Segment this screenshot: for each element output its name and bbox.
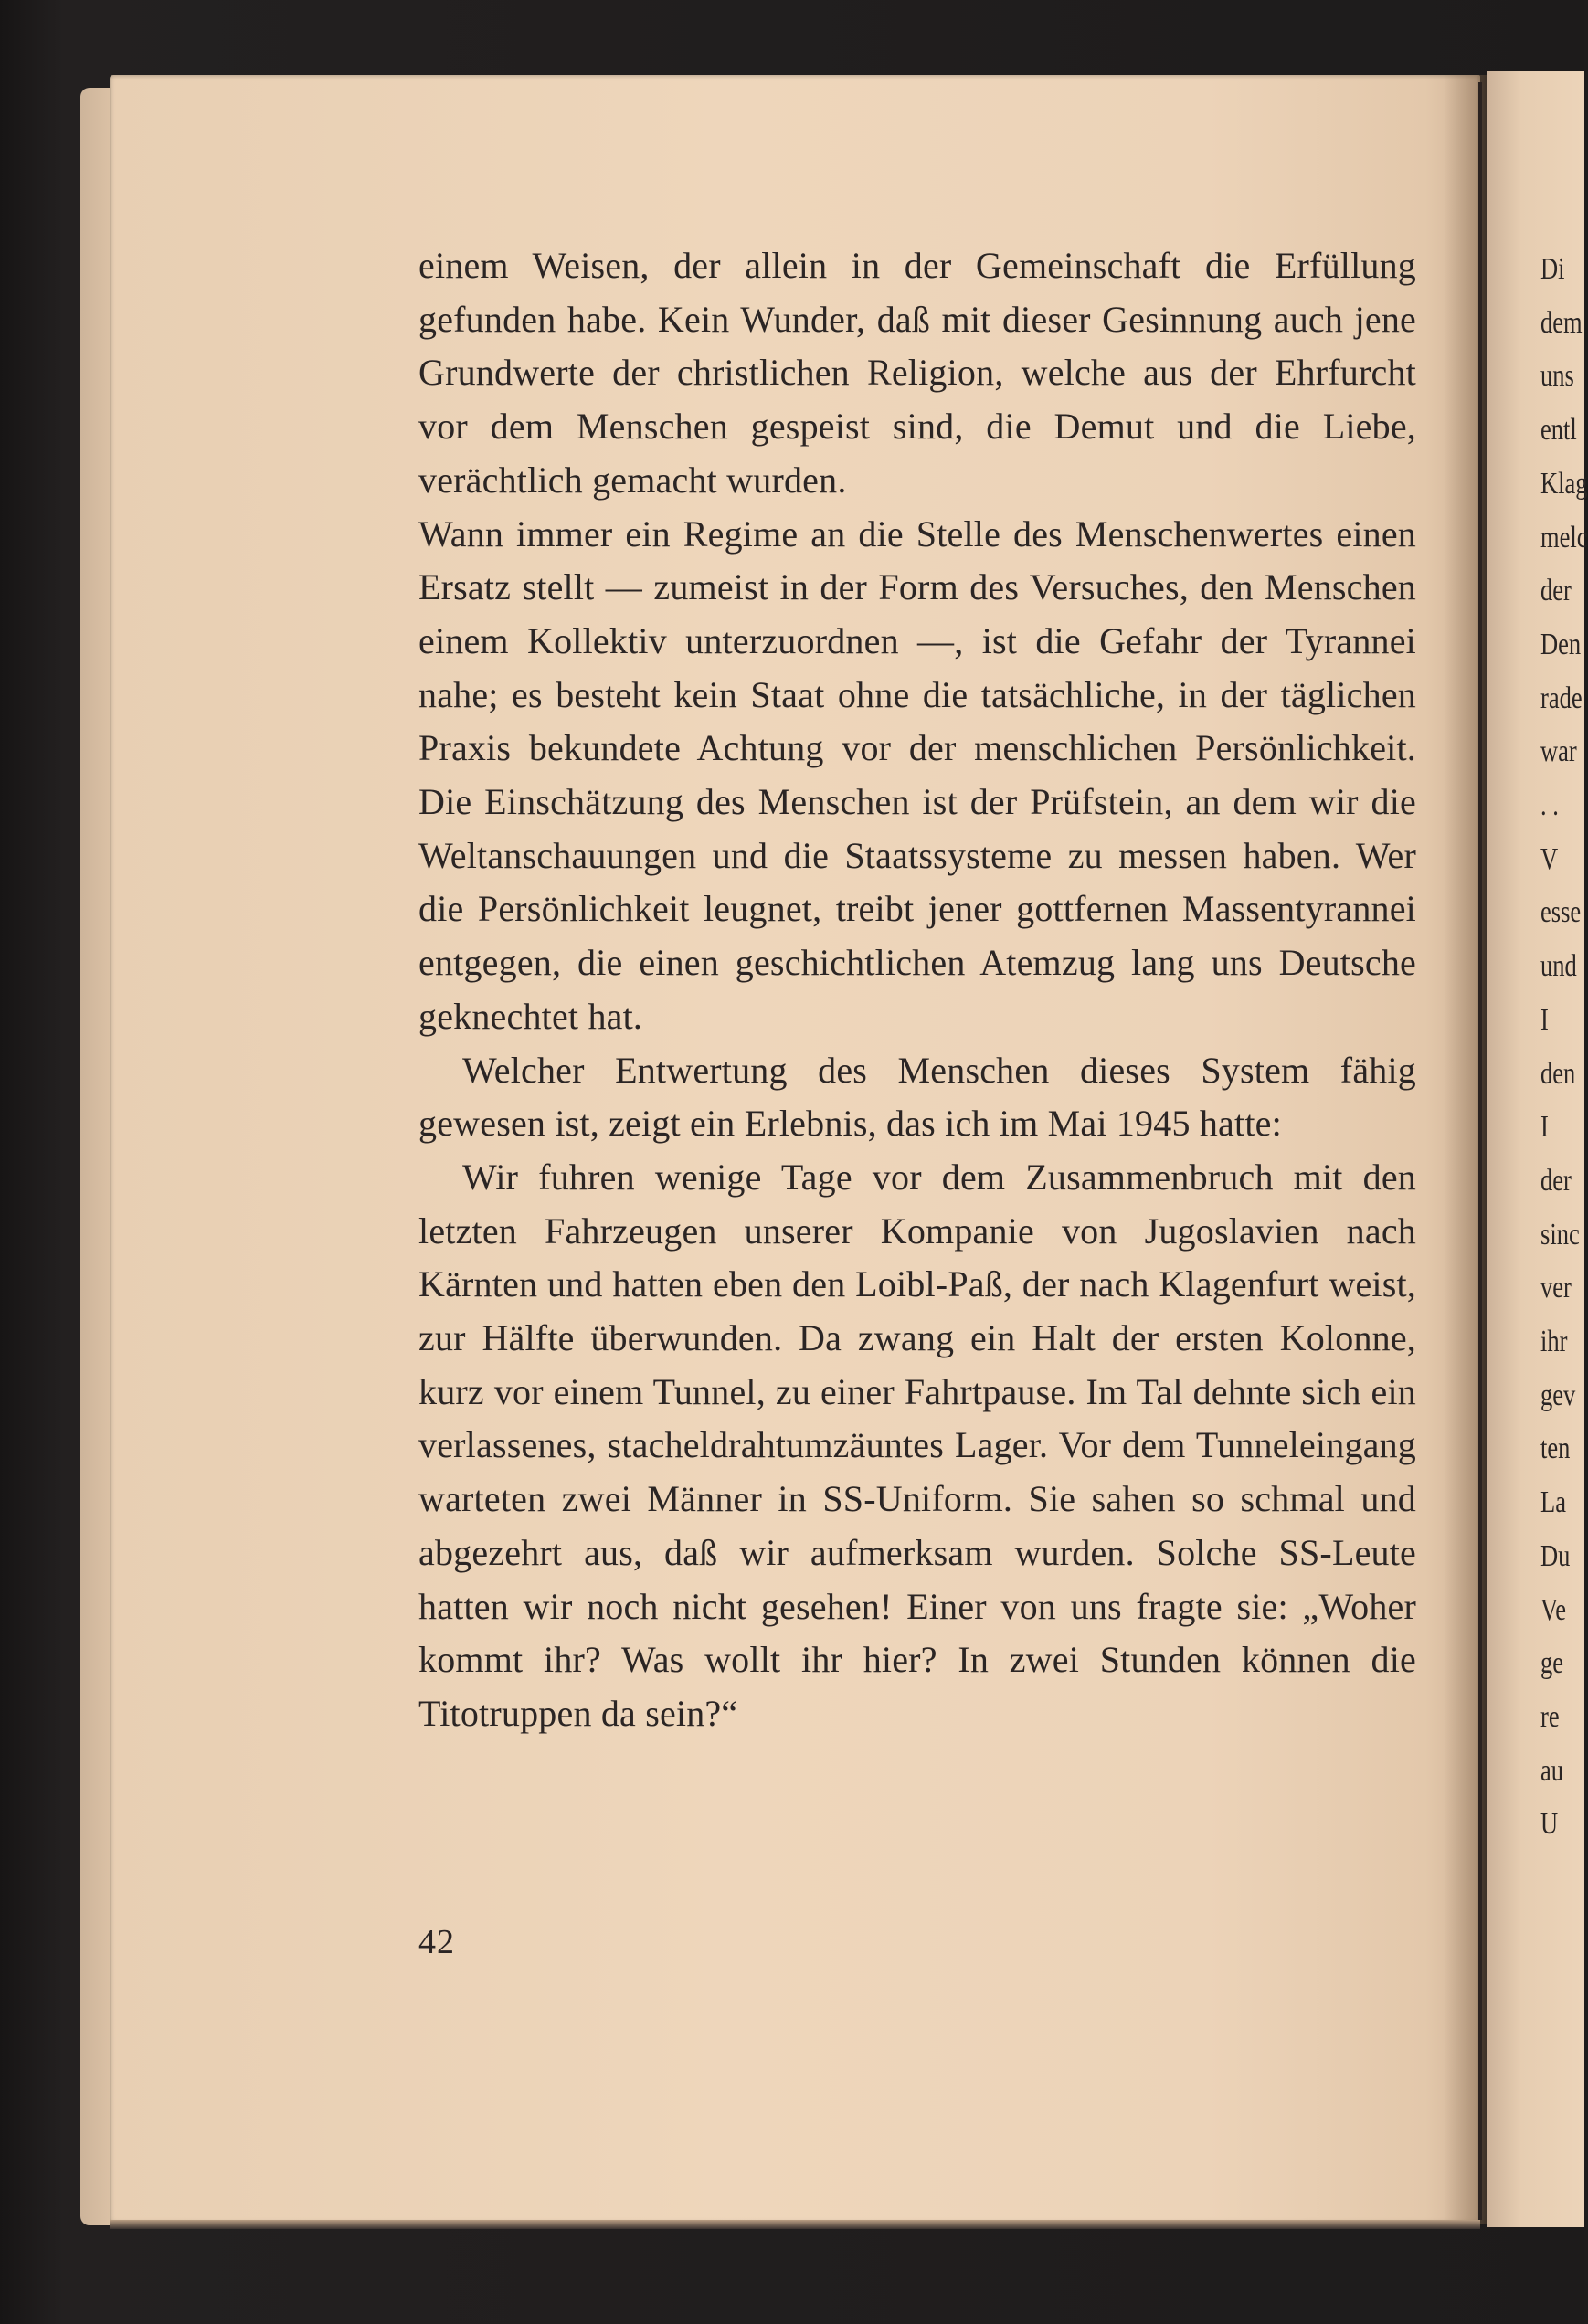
facing-page: [1487, 71, 1588, 2227]
facing-page-line: dem: [1540, 305, 1583, 340]
facing-page-line: Den: [1540, 627, 1582, 661]
paragraph: einem Weisen, der allein in der Gemeinschaft die Erfüllung gefunden habe. Kein Wunder, daß mit dieser Gesinnung auch jene Grundwerte der christlichen Religion, welche aus der Ehrfurcht vor dem Menschen gespeist sind, die Demut und die Liebe, verächtlich gemacht wurden.: [418, 245, 1416, 501]
facing-page-line: . .: [1540, 788, 1559, 822]
facing-page-line: den: [1540, 1056, 1576, 1091]
facing-page-line: Di: [1540, 252, 1565, 286]
facing-page-line: melc: [1540, 520, 1588, 555]
facing-page-line: La: [1540, 1485, 1566, 1520]
facing-page-line: rade: [1540, 681, 1583, 715]
facing-page-line: I: [1540, 1110, 1549, 1145]
paragraph: Wir fuhren wenige Tage vor dem Zusammenbruch mit den letzten Fahrzeugen unserer Kompanie von Jugoslavien nach Kärnten und hatten eben den Loibl-Paß, der nach Klagenfurt weist, zur Hälfte überwunden. Da zwang ein Halt der ersten Kolonne, kurz vor einem Tunnel, zu einer Fahrtpause. Im Tal dehnte sich ein verlassenes, stacheldrahtumzäuntes Lager. Vor dem Tunneleingang warteten zwei Männer in SS-Uniform. Sie sahen so schmal und abgezehrt aus, daß wir aufmerksam wurden. Solche SS-Leute hatten wir noch nicht gesehen! Einer von uns fragte sie: „Woher kommt ihr? Was wollt ihr hier? In zwei Stunden können die Titotruppen da sein?“: [418, 1156, 1416, 1734]
facing-page-line: war: [1540, 734, 1577, 769]
facing-page-line: gev: [1540, 1378, 1576, 1412]
paragraph: Wann immer ein Regime an die Stelle des Menschenwertes einen Ersatz stellt — zumeist in der Form des Versuches, den Menschen einem Kollektiv unterzuordnen —, ist die Gefahr der Tyrannei nahe; es besteht kein Staat ohne die tatsächliche, in der täglichen Praxis bekundete Achtung vor der menschlichen Persönlichkeit. Die Einschätzung des Menschen ist der Prüfstein, an dem wir die Weltanschauungen und die Staatssysteme zu messen haben. Wer die Persönlichkeit leugnet, treibt jener gottfernen Massentyrannei entgegen, die einen geschichtlichen Atemzug lang uns Deutsche geknechtet hat.: [418, 512, 1416, 1037]
facing-page-line: sinc: [1540, 1217, 1580, 1252]
facing-page-line: und: [1540, 949, 1577, 984]
facing-page-line: der: [1540, 1163, 1572, 1198]
facing-page-line: ge: [1540, 1646, 1564, 1681]
facing-page-line: au: [1540, 1753, 1564, 1788]
facing-page-line: esse: [1540, 895, 1582, 930]
facing-page-line: I: [1540, 1002, 1549, 1037]
facing-page-line: U: [1540, 1807, 1559, 1842]
book-spine: [1478, 82, 1482, 2220]
facing-page-line: ihr: [1540, 1325, 1568, 1358]
facing-page-line: entl: [1540, 413, 1577, 448]
page-bottom-edge: [110, 2220, 1480, 2229]
facing-page-line: ver: [1540, 1271, 1572, 1305]
facing-page-line: Du: [1540, 1538, 1571, 1573]
page-number: 42: [418, 1923, 455, 1961]
facing-page-line: V: [1540, 841, 1559, 876]
facing-page-line: re: [1540, 1699, 1560, 1734]
facing-page-line: ten: [1540, 1431, 1571, 1466]
facing-page-line: Klag: [1540, 466, 1588, 501]
facing-page-line: der: [1540, 574, 1572, 608]
page-body-text: [418, 239, 1416, 1741]
facing-page-line: uns: [1540, 359, 1574, 394]
paragraph: Welcher Entwertung des Menschen dieses System fähig gewesen ist, zeigt ein Erlebnis, das ich im Mai 1945 hatte:: [418, 1049, 1416, 1145]
facing-page-line: Ve: [1540, 1592, 1566, 1627]
